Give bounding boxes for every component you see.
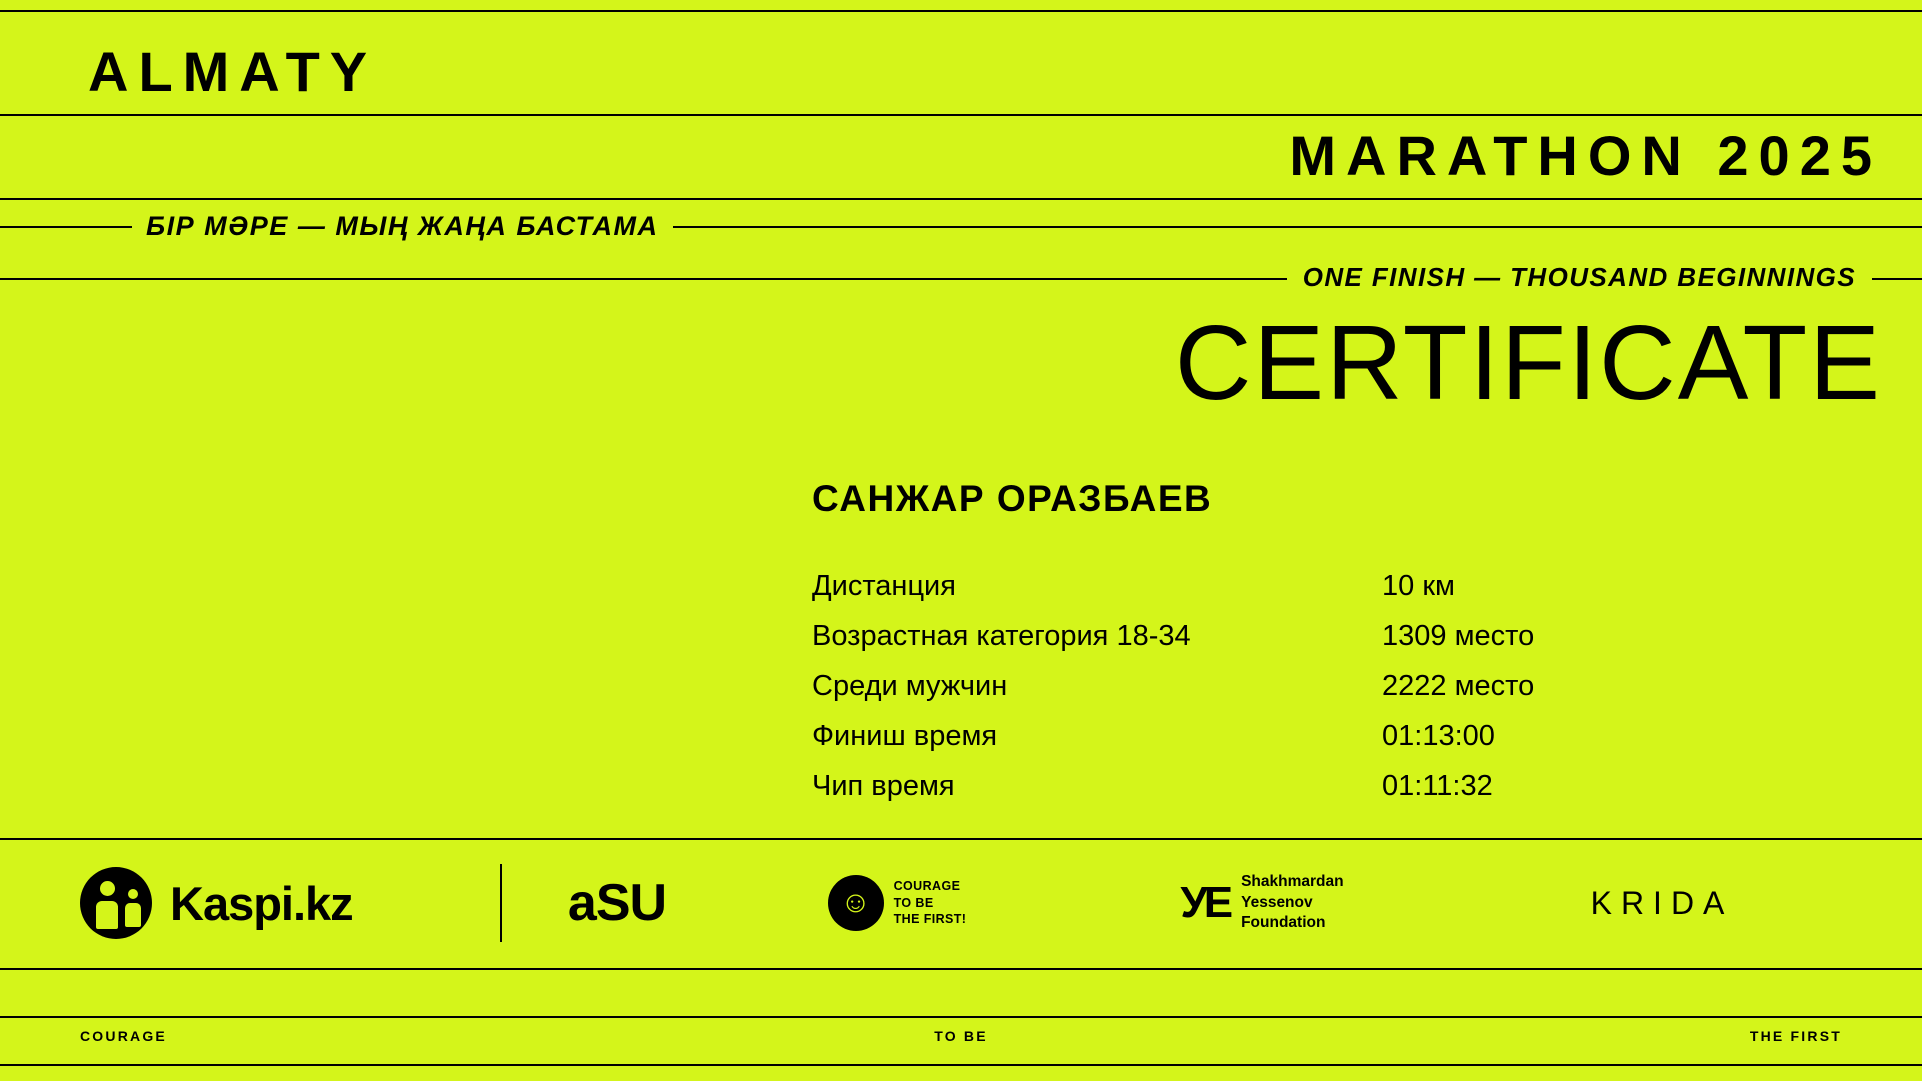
- result-value: 01:11:32: [1382, 770, 1493, 802]
- courage-line-3: THE FIRST!: [893, 912, 967, 927]
- divider-line: [0, 198, 1922, 200]
- table-row: [812, 622, 1572, 672]
- slogan-english: ONE FINISH — THOUSAND BEGINNINGS: [1287, 264, 1872, 290]
- divider-line: [0, 1064, 1922, 1066]
- table-row: [812, 722, 1572, 772]
- footer-right: THE FIRST: [1749, 1028, 1842, 1044]
- sponsor-kaspi-label: Kaspi.kz: [170, 876, 353, 930]
- result-label: Возрастная категория 18-34: [812, 620, 1191, 652]
- shakh-line-3: Foundation: [1241, 914, 1326, 932]
- page-title: CERTIFICATE: [1174, 304, 1882, 422]
- city-title: ALMATY: [88, 40, 378, 103]
- result-value: 2222 место: [1382, 670, 1535, 702]
- table-row: [812, 572, 1572, 622]
- courage-badge-icon: ☺: [828, 875, 884, 931]
- footer-bar: [0, 1016, 1922, 1056]
- table-row: [812, 672, 1572, 722]
- participant-name: САНЖАР ОРАЗБАЕВ: [812, 478, 1213, 519]
- divider-line: [0, 114, 1922, 116]
- table-row: [812, 772, 1572, 822]
- footer-middle: TO BE: [934, 1028, 988, 1044]
- result-label: Дистанция: [812, 570, 956, 602]
- event-title: MARATHON 2025: [1289, 124, 1882, 187]
- sponsor-asu: [502, 874, 732, 932]
- sponsor-shakhmardan-yessenov: [1062, 872, 1462, 933]
- result-label: Финиш время: [812, 720, 998, 752]
- sponsor-courage-label: [894, 878, 967, 929]
- result-label: Чип время: [812, 770, 955, 802]
- divider-line: [0, 968, 1922, 970]
- result-value: 01:13:00: [1382, 720, 1495, 752]
- results-table: [812, 572, 1572, 822]
- sponsor-shakhmardan-label: [1241, 872, 1344, 933]
- kaspi-logo-icon: [80, 867, 152, 939]
- divider-line: [0, 10, 1922, 12]
- shakh-line-1: Shakhmardan: [1241, 873, 1344, 891]
- sponsor-krida-label: KRIDA: [1590, 885, 1734, 921]
- sponsor-kaspi: [0, 867, 500, 939]
- sponsor-krida: [1462, 887, 1862, 919]
- footer-left: COURAGE: [80, 1028, 167, 1044]
- courage-line-2: TO BE: [893, 895, 934, 910]
- yessenov-mark-icon: УЕ: [1180, 877, 1230, 927]
- shakh-line-2: Yessenov: [1241, 893, 1313, 911]
- sponsor-asu-label: aSU: [567, 874, 667, 932]
- sponsor-courage-fund: [732, 875, 1062, 931]
- result-value: 10 км: [1382, 570, 1455, 602]
- slogan-kazakh: БІР МӘРЕ — МЫҢ ЖАҢА БАСТАМА: [132, 213, 673, 240]
- sponsor-bar: [0, 838, 1922, 968]
- courage-line-1: COURAGE: [893, 878, 961, 893]
- result-value: 1309 место: [1382, 620, 1535, 652]
- result-label: Среди мужчин: [812, 670, 1008, 702]
